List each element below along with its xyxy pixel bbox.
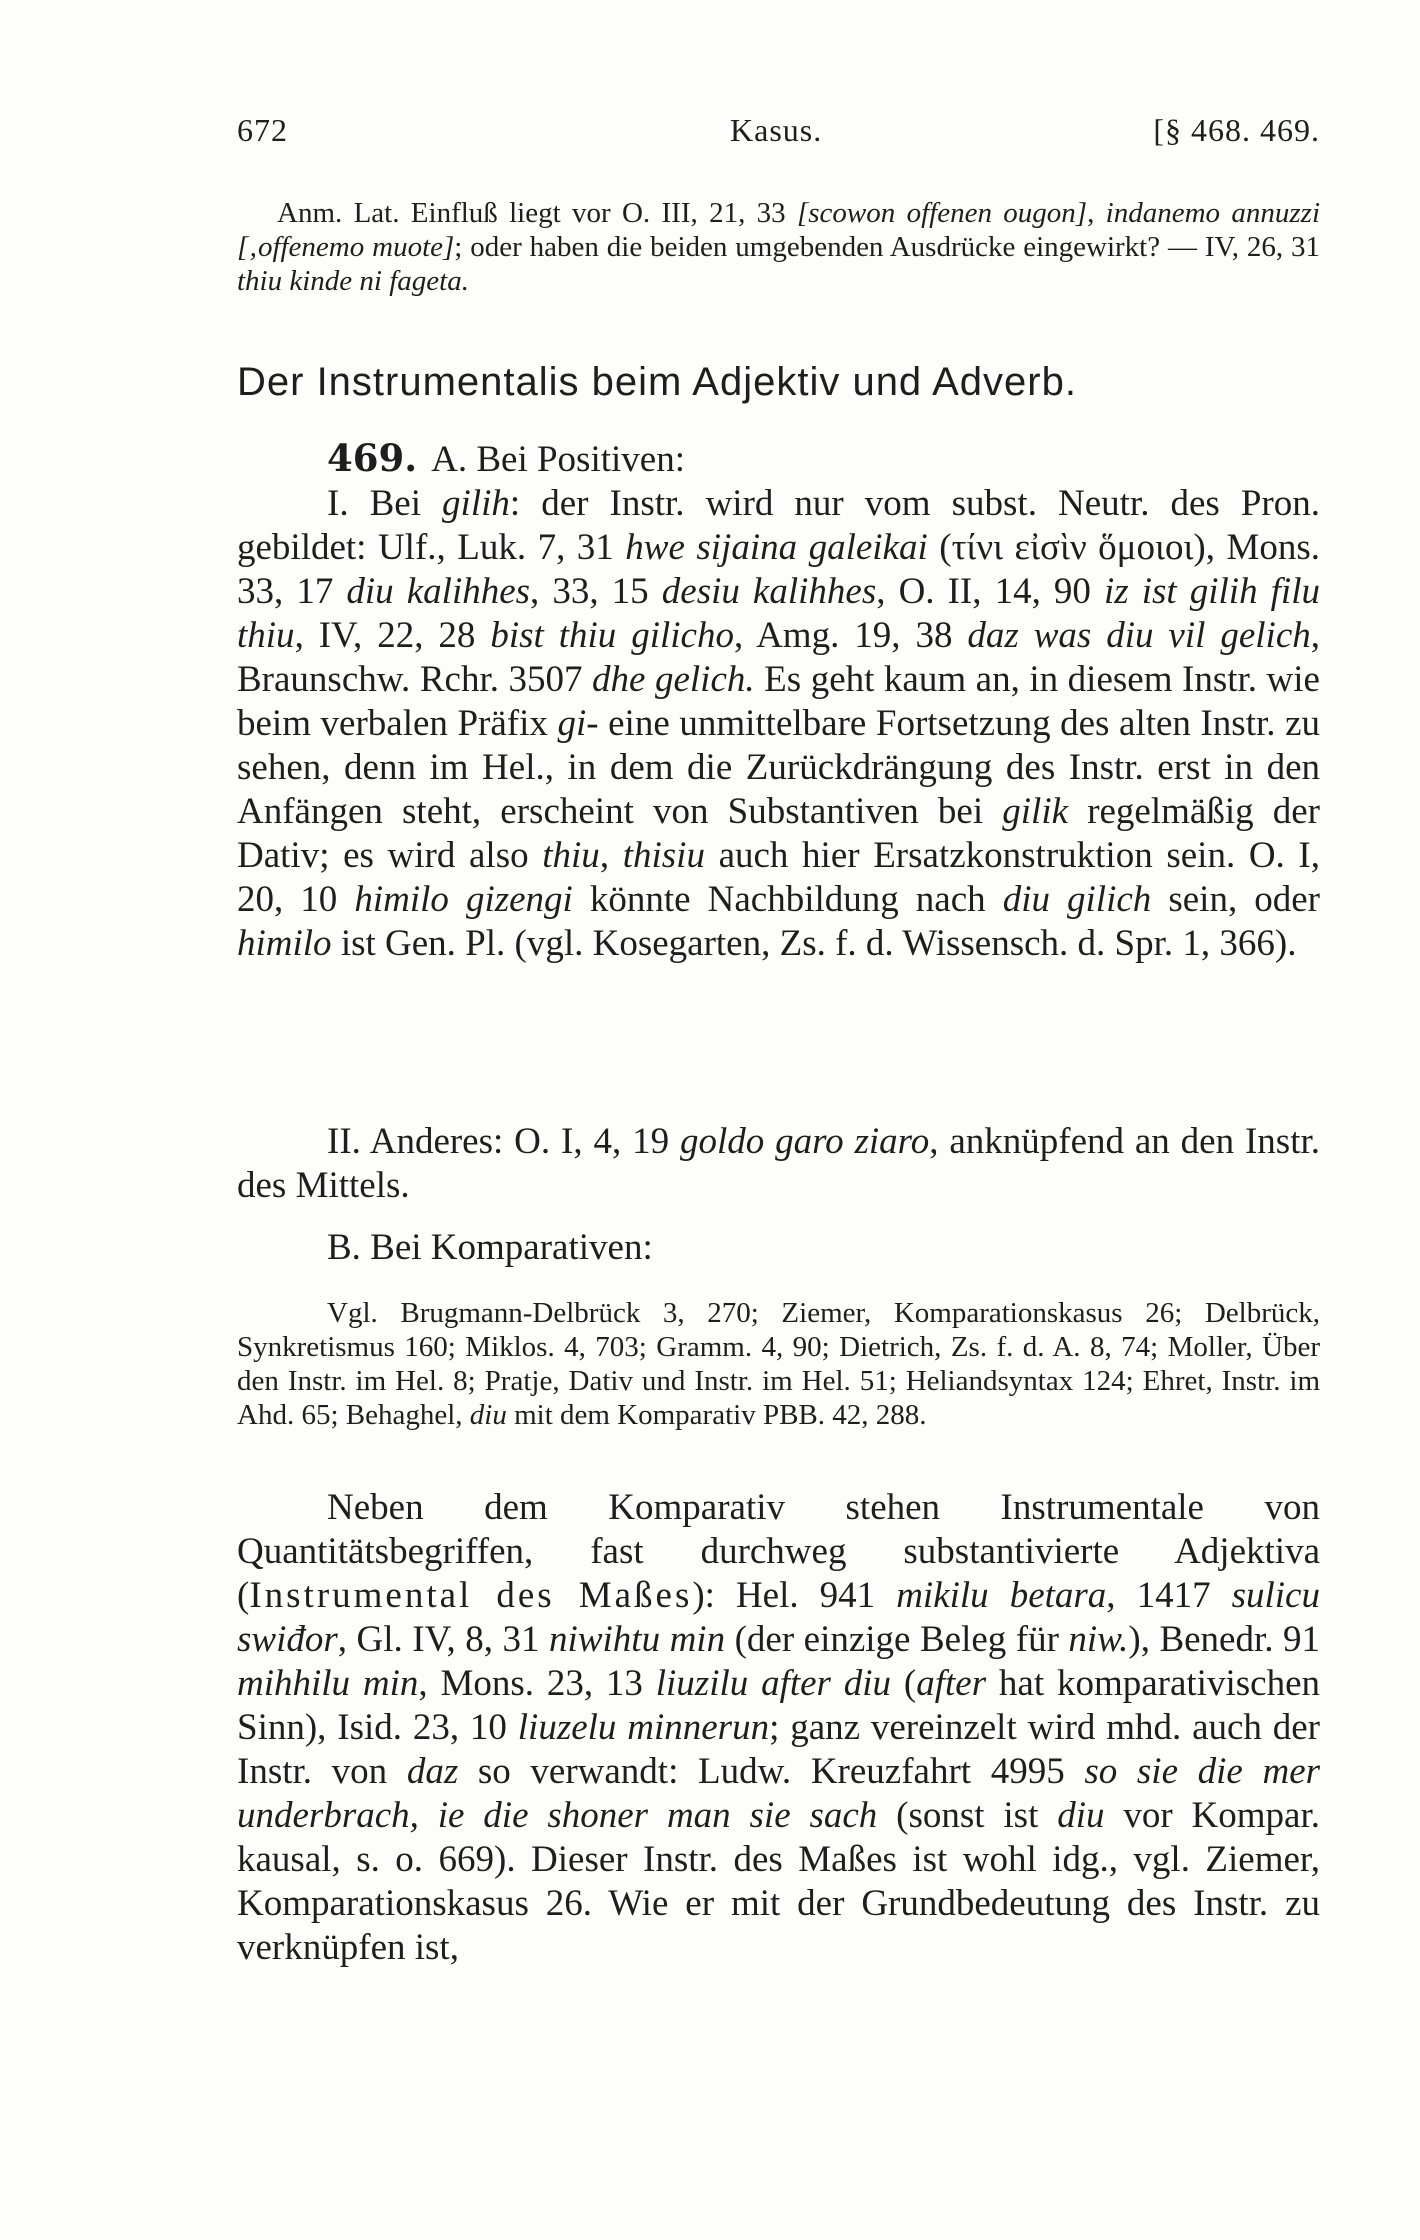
section-title: A. Bei Positiven: bbox=[431, 439, 685, 480]
page-number: 672 bbox=[237, 112, 288, 148]
section-number: 469. bbox=[327, 436, 418, 480]
paragraph-text: II. Anderes: O. I, 4, 19 goldo garo ziaro, anknüpfend an den Instr. des Mittels. bbox=[237, 1121, 1320, 1206]
paragraph-comparative bbox=[237, 1486, 1320, 1970]
annotation-paragraph bbox=[237, 196, 1320, 298]
references-text: Vgl. Brugmann-Delbrück 3, 270; Ziemer, Komparationskasus 26; Delbrück, Synkretismus 160; Miklos. 4, 703; Gramm. 4, 90; Dietrich, Zs. f. d. A. 8, 74; Moller, Über den Instr. im Hel. 8; Pratje, Dativ und Instr. im Hel. 51; Heliandsyntax 124; Ehret, Instr. im Ahd. 65; Behaghel, diu mit dem Komparativ PBB. 42, 288. bbox=[237, 1297, 1320, 1431]
paragraph-positive-II bbox=[237, 1120, 1320, 1208]
paragraph-positive-I bbox=[237, 482, 1320, 966]
section-reference: [§ 468. 469. bbox=[1153, 112, 1320, 148]
chapter-heading: Der Instrumentalis beim Adjektiv und Adverb. bbox=[237, 360, 1077, 404]
running-title: Kasus. bbox=[730, 112, 823, 148]
comparative-heading: B. Bei Komparativen: bbox=[327, 1227, 653, 1268]
paragraph-text: I. Bei gilih: der Instr. wird nur vom subst. Neutr. des Pron. gebildet: Ulf., Luk. 7, 31 hwe sijaina galeikai (τίνι εἰσὶν ὅμοιοι), Mons. 33, 17 diu kalihhes, 33, 15 desiu kalihhes, O. II, 14, 90 iz ist gilih filu thiu, IV, 22, 28 bist thiu gilicho, Amg. 19, 38 daz was diu vil gelich, Braunschw. Rchr. 3507 dhe gelich. Es geht kaum an, in diesem Instr. wie beim verbalen Präfix gi- eine unmittelbare Fortsetzung des alten Instr. zu sehen, denn im Hel., in dem die Zurückdrängung des Instr. erst in den Anfängen steht, erscheint von Substantiven bei gilik regelmäßig der Dativ; es wird also thiu, thisiu auch hier Ersatzkonstruktion sein. O. I, 20, 10 himilo gizengi könnte Nachbildung nach diu gilich sein, oder himilo ist Gen. Pl. (vgl. Kosegarten, Zs. f. d. Wissensch. d. Spr. 1, 366). bbox=[237, 483, 1320, 964]
section-heading bbox=[327, 436, 685, 481]
references-paragraph bbox=[237, 1296, 1320, 1432]
paragraph-text: Neben dem Komparativ stehen Instrumentale von Quantitätsbegriffen, fast durchweg substantivierte Adjektiva (Instrumental des Maßes): Hel. 941 mikilu betara, 1417 sulicu swiđor, Gl. IV, 8, 31 niwihtu min (der einzige Beleg für niw.), Benedr. 91 mihhilu min, Mons. 23, 13 liuzilu after diu (after hat komparativischen Sinn), Isid. 23, 10 liuzelu minnerun; ganz vereinzelt wird mhd. auch der Instr. von daz so verwandt: Ludw. Kreuzfahrt 4995 so sie die mer underbrach, ie die shoner man sie sach (sonst ist diu vor Kompar. kausal, s. o. 669). Dieser Instr. des Maßes ist wohl idg., vgl. Ziemer, Komparationskasus 26. Wie er mit der Grundbedeutung des Instr. zu verknüpfen ist, bbox=[237, 1487, 1321, 1968]
page-header bbox=[237, 112, 1320, 152]
annotation-text: Anm. Lat. Einfluß liegt vor O. III, 21, 33 [scowon offenen ougon], indanemo annuzzi [‚offenemo muote]; oder haben die beiden umgebenden Ausdrücke eingewirkt? — IV, 26, 31 thiu kinde ni fageta. bbox=[237, 197, 1321, 297]
